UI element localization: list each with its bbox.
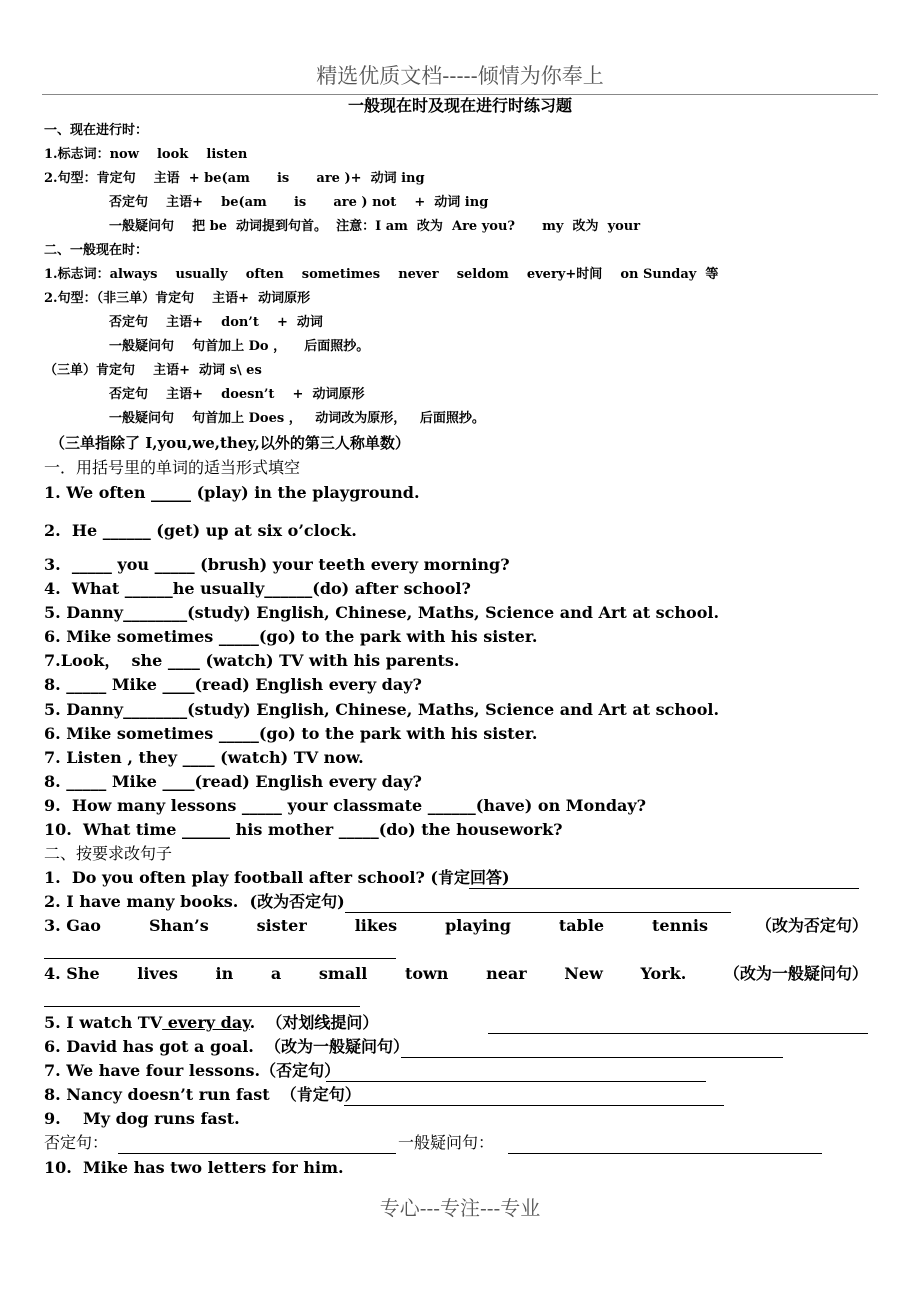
grammar-line: 2.句型：肯定句 主语 + be(am is are )+ 动词 ing <box>44 171 425 186</box>
q3-word: 3. Gao <box>44 916 101 935</box>
q3-word: likes <box>354 916 398 935</box>
exercise-item: 5. Danny________(study) English, Chinese, Maths, Science and Art at school. <box>44 603 720 622</box>
exercise-item: 7.Look， she ____ (watch) TV with his parents. <box>44 651 460 670</box>
q3-word: sister <box>256 916 307 935</box>
q4-instruction: （改为一般疑问句） <box>723 964 868 983</box>
q4-word: a <box>270 964 282 983</box>
exercise-item: 9. How many lessons _____ your classmate ______(have) on Monday? <box>44 796 647 815</box>
exercise-item: 4. What ______he usually______(do) after school? <box>44 579 471 598</box>
q5-text: 5. I watch TV <box>44 1013 163 1032</box>
rewrite-q4 <box>44 966 868 982</box>
section2-heading: 二、按要求改句子 <box>44 844 173 863</box>
answer-line[interactable] <box>508 1153 822 1154</box>
grammar-line: 否定句 主语+ don’t + 动词 <box>109 315 323 330</box>
q3-word: playing <box>445 916 511 935</box>
answer-line[interactable] <box>401 1057 783 1058</box>
q5-instruction: . （对划线提问） <box>249 1013 379 1032</box>
answer-line[interactable] <box>469 888 859 889</box>
grammar-line: 否定句 主语+ doesn’t + 动词原形 <box>109 387 365 402</box>
rewrite-q1: 1. Do you often play football after school? (肯定回答) <box>44 868 510 887</box>
exercise-item: 8. _____ Mike ____(read) English every day? <box>44 772 422 791</box>
grammar-line: （三单）肯定句 主语+ 动词 s\ es <box>44 363 262 378</box>
answer-line[interactable] <box>345 912 731 913</box>
page-title: 一般现在时及现在进行时练习题 <box>347 96 572 115</box>
exercise-item: 7. Listen , they ____ (watch) TV now. <box>44 748 364 767</box>
rewrite-q2: 2. I have many books. (改为否定句) <box>44 892 345 911</box>
q4-word: lives <box>137 964 178 983</box>
q9-question-label: 一般疑问句： <box>398 1133 495 1152</box>
grammar-line: 1.标志词：now look listen <box>44 147 248 162</box>
q3-word: tennis <box>652 916 708 935</box>
exercise-item: 5. Danny________(study) English, Chinese, Maths, Science and Art at school. <box>44 700 720 719</box>
exercise-item: 1. We often _____ (play) in the playground. <box>44 483 420 502</box>
exercise-item: 3. _____ you _____ (brush) your teeth every morning? <box>44 555 510 574</box>
q9-negative-label: 否定句： <box>44 1133 109 1152</box>
rewrite-q6: 6. David has got a goal. （改为一般疑问句） <box>44 1037 410 1056</box>
q3-word: Shan’s <box>148 916 209 935</box>
answer-line[interactable] <box>44 1006 360 1007</box>
exercise-item: 6. Mike sometimes _____(go) to the park with his sister. <box>44 724 538 743</box>
grammar-line: 2.句型：（非三单）肯定句 主语+ 动词原形 <box>44 291 311 306</box>
answer-line[interactable] <box>118 1153 396 1154</box>
rewrite-q10: 10. Mike has two letters for him. <box>44 1158 344 1177</box>
q4-word: New <box>564 964 603 983</box>
page-footer: 专心---专注---专业 <box>379 1196 541 1220</box>
grammar-line: 1.标志词：always usually often sometimes never seldom every+时间 on Sunday 等 <box>44 267 719 282</box>
page-header: 精选优质文档-----倾情为你奉上 <box>316 64 604 88</box>
grammar-line: 否定句 主语+ be(am is are ) not + 动词 ing <box>109 195 489 210</box>
grammar-line: 一、现在进行时： <box>44 123 149 138</box>
q4-word: York. <box>640 964 687 983</box>
rewrite-q5 <box>44 1015 378 1031</box>
q3-instruction: （改为否定句） <box>755 916 868 935</box>
exercise-item: 10. What time ______ his mother _____(do) the housework? <box>44 820 563 839</box>
rewrite-q8: 8. Nancy doesn’t run fast （肯定句） <box>44 1085 361 1104</box>
header-rule <box>42 94 878 95</box>
answer-line[interactable] <box>326 1081 706 1082</box>
section1-heading: 一．用括号里的单词的适当形式填空 <box>44 458 301 477</box>
exercise-item: 6. Mike sometimes _____(go) to the park with his sister. <box>44 627 538 646</box>
grammar-line: 一般疑问句 句首加上 Do ， 后面照抄。 <box>109 339 370 354</box>
q3-word: table <box>558 916 605 935</box>
grammar-line: 二、一般现在时： <box>44 243 149 258</box>
rewrite-q3 <box>44 918 868 934</box>
q4-word: 4. She <box>44 964 100 983</box>
answer-line[interactable] <box>488 1033 868 1034</box>
rewrite-q7: 7. We have four lessons.（否定句） <box>44 1061 341 1080</box>
exercise-item: 8. _____ Mike ____(read) English every day? <box>44 675 422 694</box>
q4-word: town <box>404 964 449 983</box>
third-person-note: （三单指除了 I,you,we,they,以外的第三人称单数） <box>50 434 410 452</box>
q5-underlined-phrase: every day <box>162 1013 250 1032</box>
q4-word: in <box>215 964 234 983</box>
answer-line[interactable] <box>344 1105 724 1106</box>
q4-word: small <box>318 964 368 983</box>
grammar-line: 一般疑问句 句首加上 Does ， 动词改为原形， 后面照抄。 <box>109 411 485 426</box>
answer-line[interactable] <box>44 958 396 959</box>
q4-word: near <box>486 964 527 983</box>
exercise-item: 2. He ______ (get) up at six o’clock. <box>44 521 357 540</box>
rewrite-q9: 9. My dog runs fast. <box>44 1109 240 1128</box>
grammar-line: 一般疑问句 把 be 动词提到句首。 注意：I am 改为 Are you? my 改为 your <box>109 219 641 234</box>
